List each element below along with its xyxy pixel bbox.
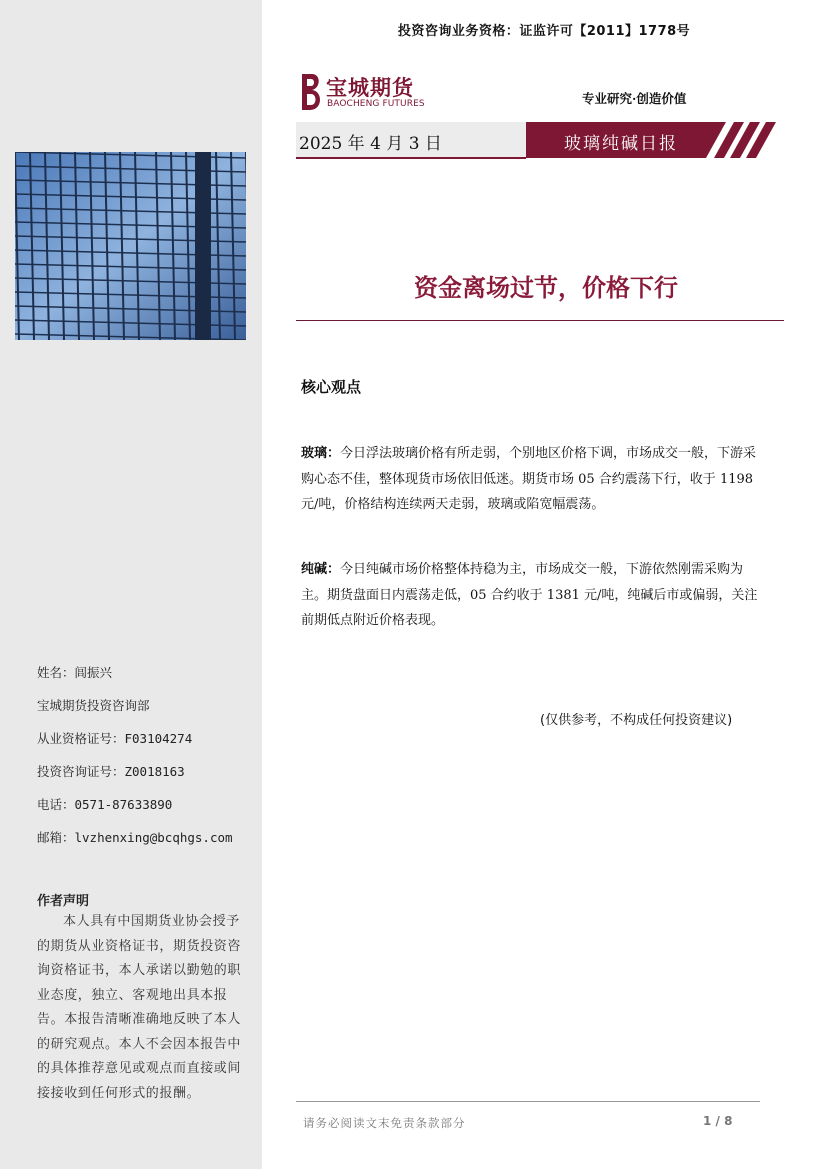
glass-paragraph	[301, 441, 761, 518]
glass-label: 玻璃：	[301, 446, 341, 461]
soda-label: 纯碱：	[301, 562, 341, 577]
declaration-body: 本人具有中国期货业协会授予的期货从业资格证书，期货投资咨询资格证书，本人承诺以勤勉的职业态度，独立、客观地出具本报告。本报告清晰准确地反映了本人的研究观点。本人不会因本报告中的具体推荐意见或观点而直接或间接接收到任何形式的报酬。	[37, 914, 242, 1101]
building-image	[15, 152, 246, 340]
footer-divider	[296, 1101, 760, 1102]
author-dept: 宝城期货投资咨询部	[37, 698, 150, 713]
declaration-title: 作者声明	[37, 894, 90, 909]
core-view-title: 核心观点	[301, 378, 362, 396]
glass-text: 今日浮法玻璃价格有所走弱，个别地区价格下调，市场成交一般，下游采购心态不佳，整体现货市场依旧低迷。期货市场 05 合约震荡下行，收于 1198 元/吨，价格结构连续两天走弱，玻璃或陷宽幅震荡。	[301, 446, 757, 512]
company-logo	[296, 70, 436, 114]
report-banner	[296, 120, 784, 160]
author-phone: 电话：0571-87633890	[37, 797, 173, 812]
report-title: 玻璃纯碱日报	[564, 134, 678, 154]
license-header: 投资咨询业务资格：证监许可【2011】1778号	[397, 24, 691, 39]
sidebar	[0, 0, 262, 1169]
slogan: 专业研究·创造价值	[582, 91, 687, 106]
soda-paragraph	[301, 557, 761, 634]
logo-cn: 宝城期货	[326, 75, 414, 100]
headline: 资金离场过节，价格下行	[414, 274, 678, 302]
report-date: 2025 年 4 月 3 日	[299, 134, 442, 154]
author-email[interactable]: 邮箱：lvzhenxing@bcqhgs.com	[37, 830, 233, 845]
logo-icon	[296, 72, 324, 112]
page-number: 1 / 8	[703, 1114, 733, 1128]
author-contact	[37, 656, 257, 854]
headline-divider	[296, 320, 784, 321]
author-name: 姓名：闾振兴	[37, 665, 113, 680]
building-photo	[15, 152, 246, 340]
disclaimer: (仅供参考，不构成任何投资建议)	[540, 713, 733, 728]
footer-note: 请务必阅读文末免责条款部分	[303, 1116, 466, 1130]
author-cert: 从业资格证号：F03104274	[37, 731, 193, 746]
logo-en: BAOCHENG FUTURES	[327, 99, 425, 109]
author-invest-cert: 投资咨询证号：Z0018163	[37, 764, 185, 779]
soda-text: 今日纯碱市场价格整体持稳为主，市场成交一般，下游依然刚需采购为主。期货盘面日内震荡走低，05 合约收于 1381 元/吨，纯碱后市或偏弱，关注前期低点附近价格表现。	[301, 562, 758, 628]
